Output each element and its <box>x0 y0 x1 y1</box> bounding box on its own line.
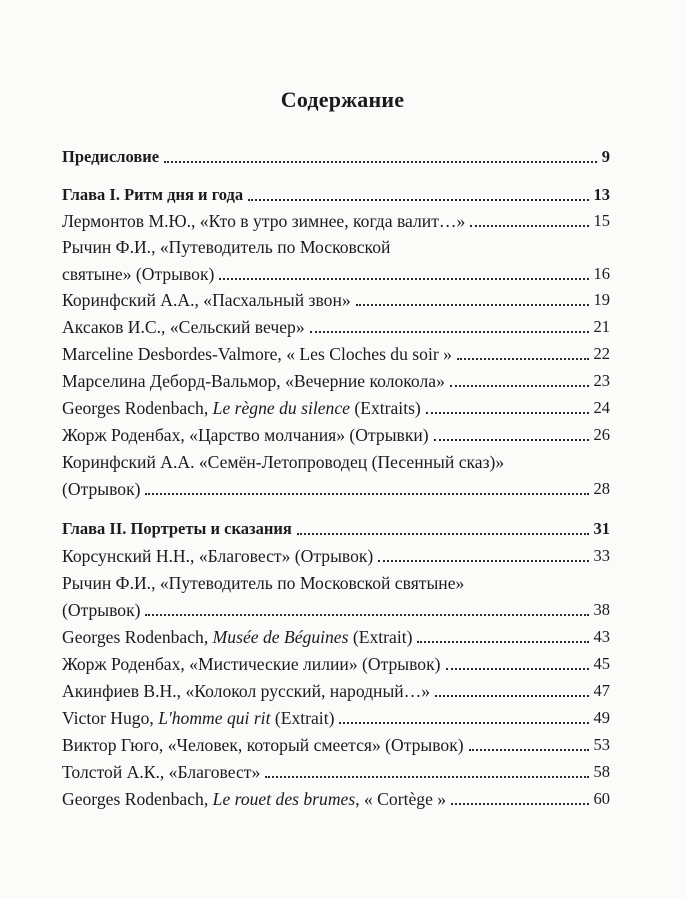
entry-suffix: , « Cortège » <box>355 789 447 809</box>
toc-entry <box>62 706 610 730</box>
entry-text-line-1: Рычин Ф.И., «Путеводитель по Московской <box>62 237 391 257</box>
entry-text: Глава II. Портреты и сказания <box>62 519 292 538</box>
page-number: 33 <box>593 546 610 565</box>
entry-text: Аксаков И.С., «Сельский вечер» <box>62 317 305 337</box>
dot-leader <box>417 641 588 643</box>
entry-text <box>62 396 421 420</box>
page-number: 28 <box>593 479 610 498</box>
dot-leader <box>248 199 588 201</box>
page-number: 26 <box>593 425 610 444</box>
page-number: 21 <box>593 317 610 336</box>
author-text: Victor Hugo, <box>62 708 159 728</box>
dot-leader <box>219 278 588 280</box>
page-number: 13 <box>593 185 610 204</box>
page-number: 47 <box>593 681 610 700</box>
dot-leader <box>469 749 589 751</box>
dot-leader <box>164 161 597 163</box>
toc-entry <box>62 369 610 393</box>
toc-entry <box>62 652 610 676</box>
dot-leader <box>426 412 589 414</box>
work-title-italic: Musée de Béguines <box>212 627 349 647</box>
entry-suffix: (Extrait) <box>348 627 413 647</box>
toc-entry <box>62 235 610 286</box>
dot-leader <box>450 385 589 387</box>
page-number: 45 <box>593 654 610 673</box>
page-number: 9 <box>601 147 610 166</box>
page-title: Содержание <box>280 87 405 112</box>
page-number: 22 <box>593 344 610 363</box>
page-number: 31 <box>593 519 610 538</box>
entry-text-line-1: Рычин Ф.И., «Путеводитель по Московской святыне» <box>62 573 465 593</box>
entry-text <box>62 706 334 730</box>
table-of-contents <box>62 0 610 898</box>
dot-leader <box>310 331 589 333</box>
page-number: 15 <box>593 211 610 230</box>
toc-entry <box>62 342 610 366</box>
toc-heading-chapter-1 <box>62 183 610 207</box>
toc-entry <box>62 288 610 312</box>
toc-entry <box>62 733 610 757</box>
toc-entry <box>62 679 610 703</box>
page-number: 60 <box>593 789 610 808</box>
entry-text: Жорж Роденбах, «Мистические лилии» (Отрывок) <box>62 654 441 674</box>
entry-text: Виктор Гюго, «Человек, который смеется» (Отрывок) <box>62 735 464 755</box>
page-number: 43 <box>593 627 610 646</box>
work-title-italic: Le règne du silence <box>212 398 350 418</box>
entry-text <box>62 625 412 649</box>
entry-text: Marceline Desbordes-Valmore, « Les Cloches du soir » <box>62 344 452 364</box>
entry-text: Акинфиев В.Н., «Колокол русский, народный…» <box>62 681 431 701</box>
entry-text: Глава I. Ритм дня и года <box>62 185 244 204</box>
page-number: 16 <box>593 264 610 283</box>
page-number: 58 <box>593 762 610 781</box>
entry-text: Коринфский А.А., «Пасхальный звон» <box>62 290 351 310</box>
entry-suffix: (Extrait) <box>270 708 335 728</box>
page-number: 53 <box>593 735 610 754</box>
dot-leader <box>145 493 588 495</box>
toc-entry <box>62 760 610 784</box>
entry-suffix: (Extraits) <box>349 398 421 418</box>
toc-entry <box>62 787 610 811</box>
page-number: 24 <box>593 398 610 417</box>
entry-text: Предисловие <box>62 147 160 166</box>
dot-leader <box>356 304 589 306</box>
entry-text: (Отрывок) <box>62 600 141 620</box>
toc-entry <box>62 450 610 501</box>
toc-entry <box>62 571 610 622</box>
page-number: 23 <box>593 371 610 390</box>
dot-leader <box>265 776 588 778</box>
toc-entry <box>62 315 610 339</box>
author-text: Georges Rodenbach, <box>62 627 213 647</box>
work-title-italic: L'homme qui rit <box>158 708 271 728</box>
work-title-italic: Le rouet des brumes <box>212 789 356 809</box>
dot-leader <box>457 358 589 360</box>
entry-text: Лермонтов М.Ю., «Кто в утро зимнее, когда валит…» <box>62 211 466 231</box>
dot-leader <box>145 614 588 616</box>
dot-leader <box>378 560 588 562</box>
dot-leader <box>434 439 589 441</box>
entry-text: Корсунский Н.Н., «Благовест» (Отрывок) <box>62 546 374 566</box>
entry-text: Марселина Деборд-Вальмор, «Вечерние колокола» <box>62 371 445 391</box>
toc-entry <box>62 396 610 420</box>
toc-heading-chapter-2 <box>62 517 610 541</box>
entry-text: святыне» (Отрывок) <box>62 264 215 284</box>
entry-text: Толстой А.К., «Благовест» <box>62 762 261 782</box>
page-number: 49 <box>593 708 610 727</box>
page-number: 38 <box>593 600 610 619</box>
author-text: Georges Rodenbach, <box>62 789 213 809</box>
dot-leader <box>451 803 588 805</box>
toc-entry <box>62 209 610 233</box>
entry-text: (Отрывок) <box>62 479 141 499</box>
toc-entry <box>62 625 610 649</box>
toc-entry <box>62 423 610 447</box>
page-number: 19 <box>593 290 610 309</box>
dot-leader <box>470 225 588 227</box>
dot-leader <box>446 668 589 670</box>
entry-text: Жорж Роденбах, «Царство молчания» (Отрывки) <box>62 425 429 445</box>
dot-leader <box>339 722 588 724</box>
entry-text-line-1: Коринфский А.А. «Семён-Летопроводец (Песенный сказ)» <box>62 452 505 472</box>
entry-text <box>62 787 446 811</box>
dot-leader <box>435 695 588 697</box>
toc-entry <box>62 544 610 568</box>
toc-heading-preface <box>62 145 610 169</box>
dot-leader <box>297 533 589 535</box>
author-text: Georges Rodenbach, <box>62 398 213 418</box>
